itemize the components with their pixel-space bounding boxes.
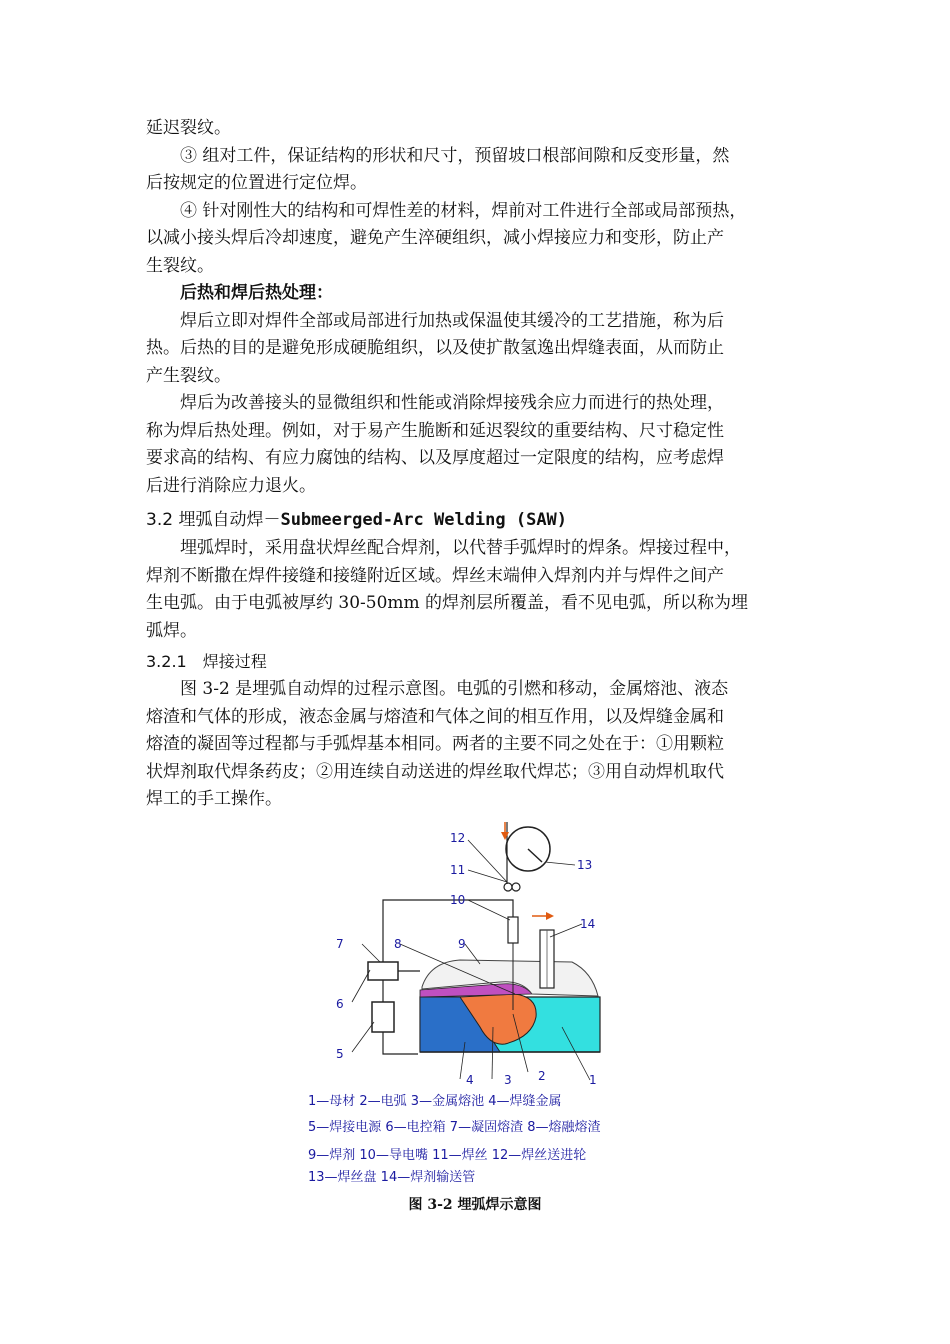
label-6: 6 (336, 997, 344, 1011)
power-source (372, 1002, 394, 1032)
label-10: 10 (450, 893, 466, 907)
legend-line-3: 9—焊剂 10—导电嘴 11—焊丝 12—焊丝送进轮 (308, 1148, 587, 1163)
label-1: 1 (589, 1073, 597, 1087)
paragraph-line: 焊后立即对焊件全部或局部进行加热或保温使其缓冷的工艺措施，称为后 (180, 310, 724, 331)
label-4: 4 (466, 1073, 474, 1087)
subsection-heading-text: 3.2.1 焊接过程 (146, 652, 267, 671)
paragraph-line: ③ 组对工件，保证结构的形状和尺寸，预留坡口根部间隙和反变形量，然 (180, 145, 730, 166)
label-13: 13 (577, 858, 593, 872)
label-11: 11 (450, 863, 466, 877)
legend-line-1: 1—母材 2—电弧 3—金属熔池 4—焊缝金属 (308, 1094, 562, 1109)
label-2: 2 (538, 1069, 546, 1083)
text-block-mid (146, 535, 818, 645)
label-14: 14 (580, 917, 596, 931)
section-heading (146, 507, 818, 535)
paragraph-line: 称为焊后热处理。例如，对于易产生脆断和延迟裂纹的重要结构、尺寸稳定性 (146, 420, 724, 441)
feed-roller-right (512, 883, 520, 891)
control-box (368, 962, 398, 980)
paragraph-line: 后热和焊后热处理： (180, 283, 333, 303)
section-heading-prefix: 3.2 埋弧自动焊－ (146, 510, 281, 530)
label-9: 9 (458, 937, 466, 951)
wire-power-plate (383, 1032, 418, 1054)
paragraph-line: 弧焊。 (146, 620, 197, 641)
paragraph-line: 熔渣和气体的形成，液态金属与熔渣和气体之间的相互作用，以及焊缝金属和 (146, 706, 724, 727)
paragraph-line: 延迟裂纹。 (146, 118, 231, 138)
paragraph-line: 热。后热的目的是避免形成硬脆组织，以及使扩散氢逸出焊缝表面，从而防止 (146, 338, 724, 358)
label-12: 12 (450, 831, 466, 845)
text-block-top (146, 115, 818, 500)
label-7: 7 (336, 937, 344, 951)
subsection-heading (146, 648, 818, 676)
paragraph-line: 状焊剂取代焊条药皮；②用连续自动送进的焊丝取代焊芯；③用自动焊机取代 (146, 761, 724, 782)
paragraph-line: 产生裂纹。 (146, 365, 231, 386)
paragraph-line: 生电弧。由于电弧被厚约 30-50mm 的焊剂层所覆盖，看不见电弧，所以称为埋 (146, 593, 749, 613)
paragraph-line: 生裂纹。 (146, 255, 214, 276)
paragraph-line: 焊工的手工操作。 (146, 789, 282, 809)
paragraph-line: 以减小接头焊后冷却速度，避免产生淬硬组织，减小焊接应力和变形，防止产 (146, 228, 724, 248)
paragraph-line: 焊后为改善接头的显微组织和性能或消除焊接残余应力而进行的热处理， (180, 393, 724, 413)
reel-spoke (528, 849, 542, 862)
paragraph-line: 后进行消除应力退火。 (146, 475, 316, 496)
figure-caption: 图 3-2 埋弧焊示意图 (408, 1197, 542, 1213)
saw-diagram (300, 822, 660, 1197)
label-3: 3 (504, 1073, 512, 1087)
text-block-bottom (146, 676, 818, 814)
paragraph-line: 熔渣的凝固等过程都与手弧焊基本相同。两者的主要不同之处在于：①用颗粒 (146, 734, 724, 754)
travel-arrow-head (546, 912, 554, 920)
label-5: 5 (336, 1047, 344, 1061)
paragraph-line: 要求高的结构、有应力腐蚀的结构、以及厚度超过一定限度的结构，应考虑焊 (146, 448, 724, 468)
paragraph-line: 埋弧焊时，采用盘状焊丝配合焊剂，以代替手弧焊时的焊条。焊接过程中， (180, 538, 741, 558)
paragraph-line: ④ 针对刚性大的结构和可焊性差的材料，焊前对工件进行全部或局部预热， (180, 200, 747, 221)
legend-line-2: 5—焊接电源 6—电控箱 7—凝固熔渣 8—熔融熔渣 (308, 1120, 601, 1135)
legend-line-4: 13—焊丝盘 14—焊剂输送管 (308, 1170, 476, 1185)
label-8: 8 (394, 937, 402, 951)
wire-ctrl-tip (383, 900, 513, 962)
feed-roller-left (504, 883, 512, 891)
paragraph-line: 后按规定的位置进行定位焊。 (146, 173, 367, 193)
paragraph-line: 图 3-2 是埋弧自动焊的过程示意图。电弧的引燃和移动，金属熔池、液态 (180, 679, 729, 699)
contact-tip (508, 917, 518, 943)
section-heading-english: Submeerged-Arc Welding (SAW) (280, 510, 568, 530)
paragraph-line: 焊剂不断撒在焊件接缝和接缝附近区域。焊丝末端伸入焊剂内并与焊件之间产 (146, 565, 724, 586)
